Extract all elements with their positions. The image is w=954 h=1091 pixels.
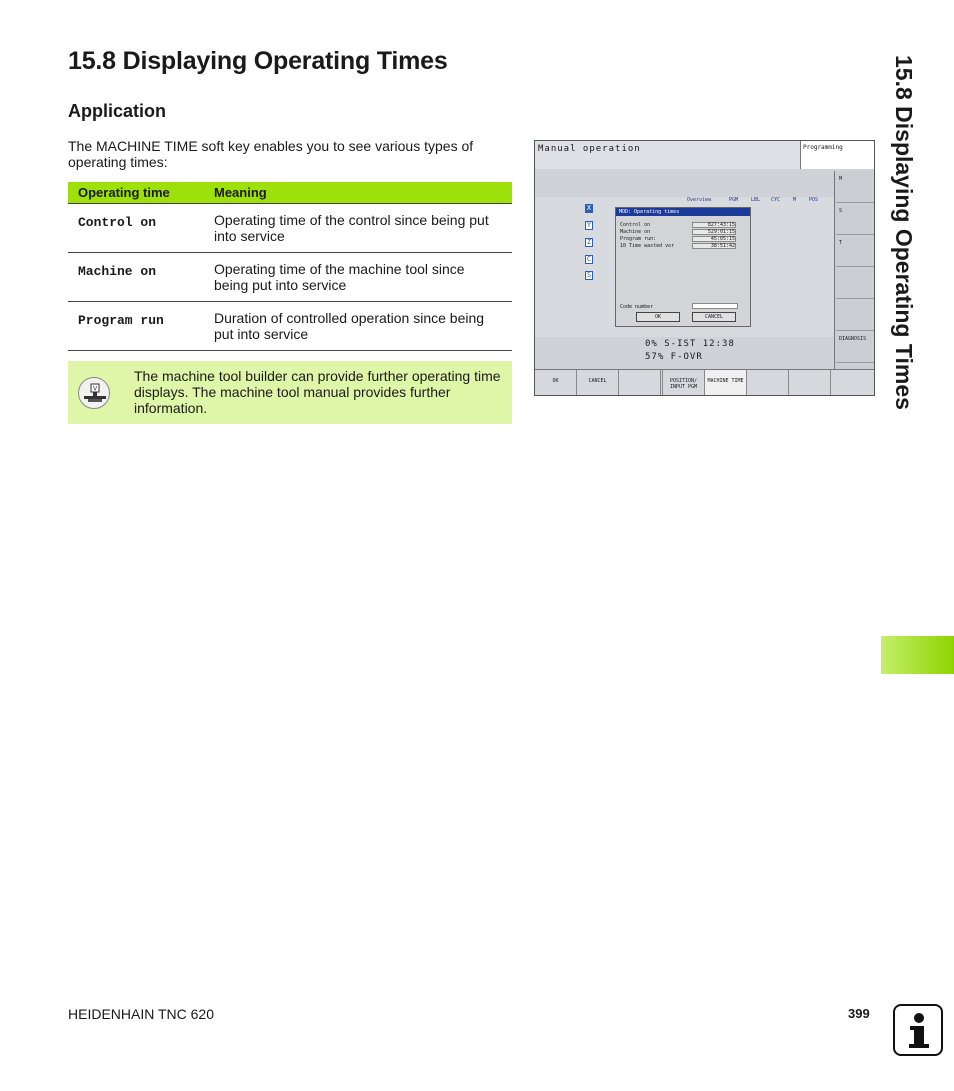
note-text: The machine tool builder can provide further operating time displays. The machine tool manual provides further information. — [134, 368, 501, 416]
tab-pgm[interactable]: PGM — [729, 197, 739, 203]
chapter-thumb-tab — [881, 636, 954, 674]
operating-times-table — [68, 182, 512, 351]
section-heading: Application — [68, 101, 166, 121]
status-spindle: 0% S-IST 12:38 — [645, 339, 735, 349]
code-number-input[interactable] — [692, 303, 738, 309]
status-tabs — [681, 197, 831, 205]
note-box — [68, 361, 512, 424]
row-meaning: Operating time of the machine tool since being put into service — [214, 252, 512, 301]
vkey-t[interactable]: T — [836, 237, 875, 267]
softkey-machine-time[interactable]: MACHINE TIME — [705, 370, 747, 396]
code-number-label: Code number — [620, 304, 654, 310]
axis-z: Z — [586, 238, 592, 246]
tab-overview[interactable]: Overview — [687, 197, 712, 203]
softkey-cancel[interactable]: CANCEL — [577, 370, 619, 396]
dialog-cancel-button[interactable]: CANCEL — [692, 312, 736, 322]
screen-programming-mode: Programming — [801, 141, 875, 169]
tab-lbl[interactable]: LBL — [751, 197, 761, 203]
dialog-ok-button[interactable]: OK — [636, 312, 680, 322]
header-meaning: Meaning — [214, 182, 512, 203]
machine-tool-icon — [78, 377, 110, 409]
softkey-empty[interactable] — [619, 370, 661, 396]
softkey-ok[interactable]: OK — [535, 370, 577, 396]
table-row — [68, 252, 512, 301]
tab-pos[interactable]: POS — [809, 197, 819, 203]
page-number: 399 — [848, 1006, 870, 1021]
axis-s: S — [586, 271, 592, 279]
table-row — [68, 301, 512, 350]
dialog-row-label: 10 Time wasted vor — [620, 243, 675, 249]
vkey-empty[interactable] — [836, 301, 875, 331]
row-meaning: Duration of controlled operation since being put into service — [214, 301, 512, 350]
axis-x: X — [586, 204, 592, 212]
vkey-diagnosis[interactable]: DIAGNOSIS — [836, 333, 875, 363]
intro-paragraph: The MACHINE TIME soft key enables you to see various types of operating times: — [68, 138, 474, 170]
row-name: Machine on — [68, 252, 214, 301]
tab-cyc[interactable]: CYC — [771, 197, 781, 203]
dialog-row-label: Program run: — [620, 236, 657, 242]
softkey-empty[interactable] — [789, 370, 831, 396]
vkey-empty[interactable] — [836, 269, 875, 299]
row-name: Program run — [68, 301, 214, 350]
tnc-screen — [534, 140, 875, 396]
info-icon — [893, 1004, 943, 1056]
dialog-row-value: 529:01:15 — [692, 229, 736, 235]
tab-m[interactable]: M — [793, 197, 797, 203]
dialog-row-value: 45:05:15 — [692, 236, 736, 242]
footer-product: HEIDENHAIN TNC 620 — [68, 1006, 215, 1022]
dialog-title: MOD: Operating times — [616, 208, 750, 216]
softkey-empty[interactable] — [831, 370, 875, 396]
vkey-s[interactable]: S — [836, 205, 875, 235]
status-feed: 57% F-OVR — [645, 352, 703, 362]
vertical-softkey-bar — [834, 171, 875, 369]
row-name: Control on — [68, 203, 214, 252]
dialog-row-value: 38:51:42 — [692, 243, 736, 249]
axis-c: C — [586, 255, 592, 263]
axis-y: Y — [586, 221, 592, 229]
operating-times-dialog — [615, 207, 751, 327]
vkey-m[interactable]: M — [836, 173, 875, 203]
header-operating-time: Operating time — [68, 182, 214, 203]
dialog-row-value: 827:43:15 — [692, 222, 736, 228]
table-row — [68, 203, 512, 252]
dialog-row-label: Control on — [620, 222, 651, 228]
softkey-empty[interactable] — [747, 370, 789, 396]
table-header-row — [68, 182, 512, 203]
horizontal-softkey-bar — [535, 369, 875, 396]
row-meaning: Operating time of the control since being put into service — [214, 203, 512, 252]
page-title: 15.8 Displaying Operating Times — [68, 47, 448, 75]
dialog-row-label: Machine on — [620, 229, 651, 235]
screen-mode-title: Manual operation — [535, 141, 801, 169]
chapter-side-tab — [881, 55, 927, 625]
svg-text:V: V — [92, 385, 98, 393]
chapter-side-label: 15.8 Displaying Operating Times — [891, 55, 917, 410]
softkey-position-input-pgm[interactable]: POSITION/ INPUT PGM — [663, 370, 705, 396]
